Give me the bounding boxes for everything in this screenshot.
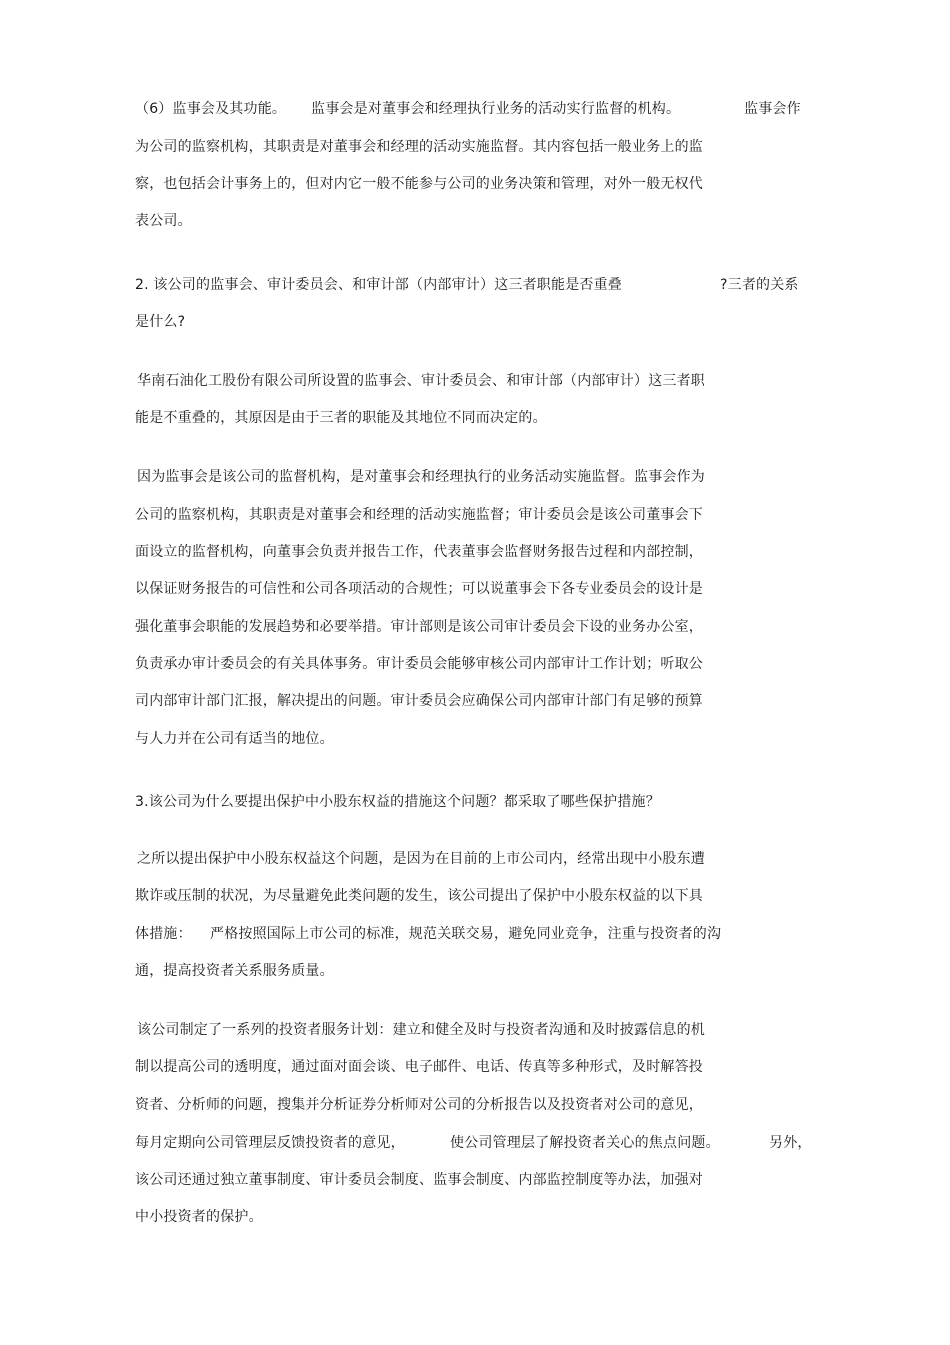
text-line: 负责承办审计委员会的有关具体事务。审计委员会能够审核公司内部审计工作计划；听取公 xyxy=(135,656,703,672)
text-line: 体措施： xyxy=(135,926,192,942)
text-line: ?三者的关系 xyxy=(720,277,799,293)
text-line: 严格按照国际上市公司的标准，规范关联交易，避免同业竞争，注重与投资者的沟 xyxy=(210,926,722,942)
text-line: 以保证财务报告的可信性和公司各项活动的合规性；可以说董事会下各专业委员会的设计是 xyxy=(135,581,703,597)
text-line: 中小投资者的保护。 xyxy=(135,1209,263,1225)
text-line: 能是不重叠的，其原因是由于三者的职能及其地位不同而决定的。 xyxy=(135,410,547,426)
text-line: 3.该公司为什么要提出保护中小股东权益的措施这个问题？都采取了哪些保护措施？ xyxy=(135,794,660,810)
text-line: 每月定期向公司管理层反馈投资者的意见， xyxy=(135,1135,405,1151)
text-line: 监事会是对董事会和经理执行业务的活动实行监督的机构。 xyxy=(311,101,681,117)
text-line: 是什么? xyxy=(135,314,186,330)
text-line: 察，也包括会计事务上的，但对内它一般不能参与公司的业务决策和管理，对外一般无权代 xyxy=(135,176,703,192)
text-line: 另外， xyxy=(769,1135,812,1151)
text-line: （6）监事会及其功能。 xyxy=(135,101,287,117)
text-line: 司内部审计部门汇报，解决提出的问题。审计委员会应确保公司内部审计部门有足够的预算 xyxy=(135,693,703,709)
text-line: 与人力并在公司有适当的地位。 xyxy=(135,731,334,747)
text-line: 使公司管理层了解投资者关心的焦点问题。 xyxy=(450,1135,720,1151)
text-line: 为公司的监察机构，其职责是对董事会和经理的活动实施监督。其内容包括一般业务上的监 xyxy=(135,139,703,155)
text-line: 2. 该公司的监事会、审计委员会、和审计部（内部审计）这三者职能是否重叠 xyxy=(135,277,623,293)
text-line: 表公司。 xyxy=(135,213,192,229)
text-line: 监事会作 xyxy=(744,101,801,117)
text-line: 公司的监察机构，其职责是对董事会和经理的活动实施监督；审计委员会是该公司董事会下 xyxy=(135,507,703,523)
text-line: 华南石油化工股份有限公司所设置的监事会、审计委员会、和审计部（内部审计）这三者职 xyxy=(137,373,705,389)
text-line: 欺诈或压制的状况，为尽量避免此类问题的发生，该公司提出了保护中小股东权益的以下具 xyxy=(135,888,703,904)
text-line: 因为监事会是该公司的监督机构，是对董事会和经理执行的业务活动实施监督。监事会作为 xyxy=(137,469,705,485)
text-line: 制以提高公司的透明度，通过面对面会谈、电子邮件、电话、传真等多种形式，及时解答投 xyxy=(135,1059,703,1075)
text-line: 资者、分析师的问题，搜集并分析证券分析师对公司的分析报告以及投资者对公司的意见， xyxy=(135,1097,703,1113)
text-line: 该公司还通过独立董事制度、审计委员会制度、监事会制度、内部监控制度等办法，加强对 xyxy=(135,1172,703,1188)
text-line: 之所以提出保护中小股东权益这个问题，是因为在目前的上市公司内，经常出现中小股东遭 xyxy=(137,851,705,867)
text-line: 该公司制定了一系列的投资者服务计划：建立和健全及时与投资者沟通和及时披露信息的机 xyxy=(137,1022,705,1038)
text-line: 面设立的监督机构，向董事会负责并报告工作，代表董事会监督财务报告过程和内部控制， xyxy=(135,544,703,560)
text-line: 通，提高投资者关系服务质量。 xyxy=(135,963,334,979)
text-line: 强化董事会职能的发展趋势和必要举措。审计部则是该公司审计委员会下设的业务办公室， xyxy=(135,619,703,635)
